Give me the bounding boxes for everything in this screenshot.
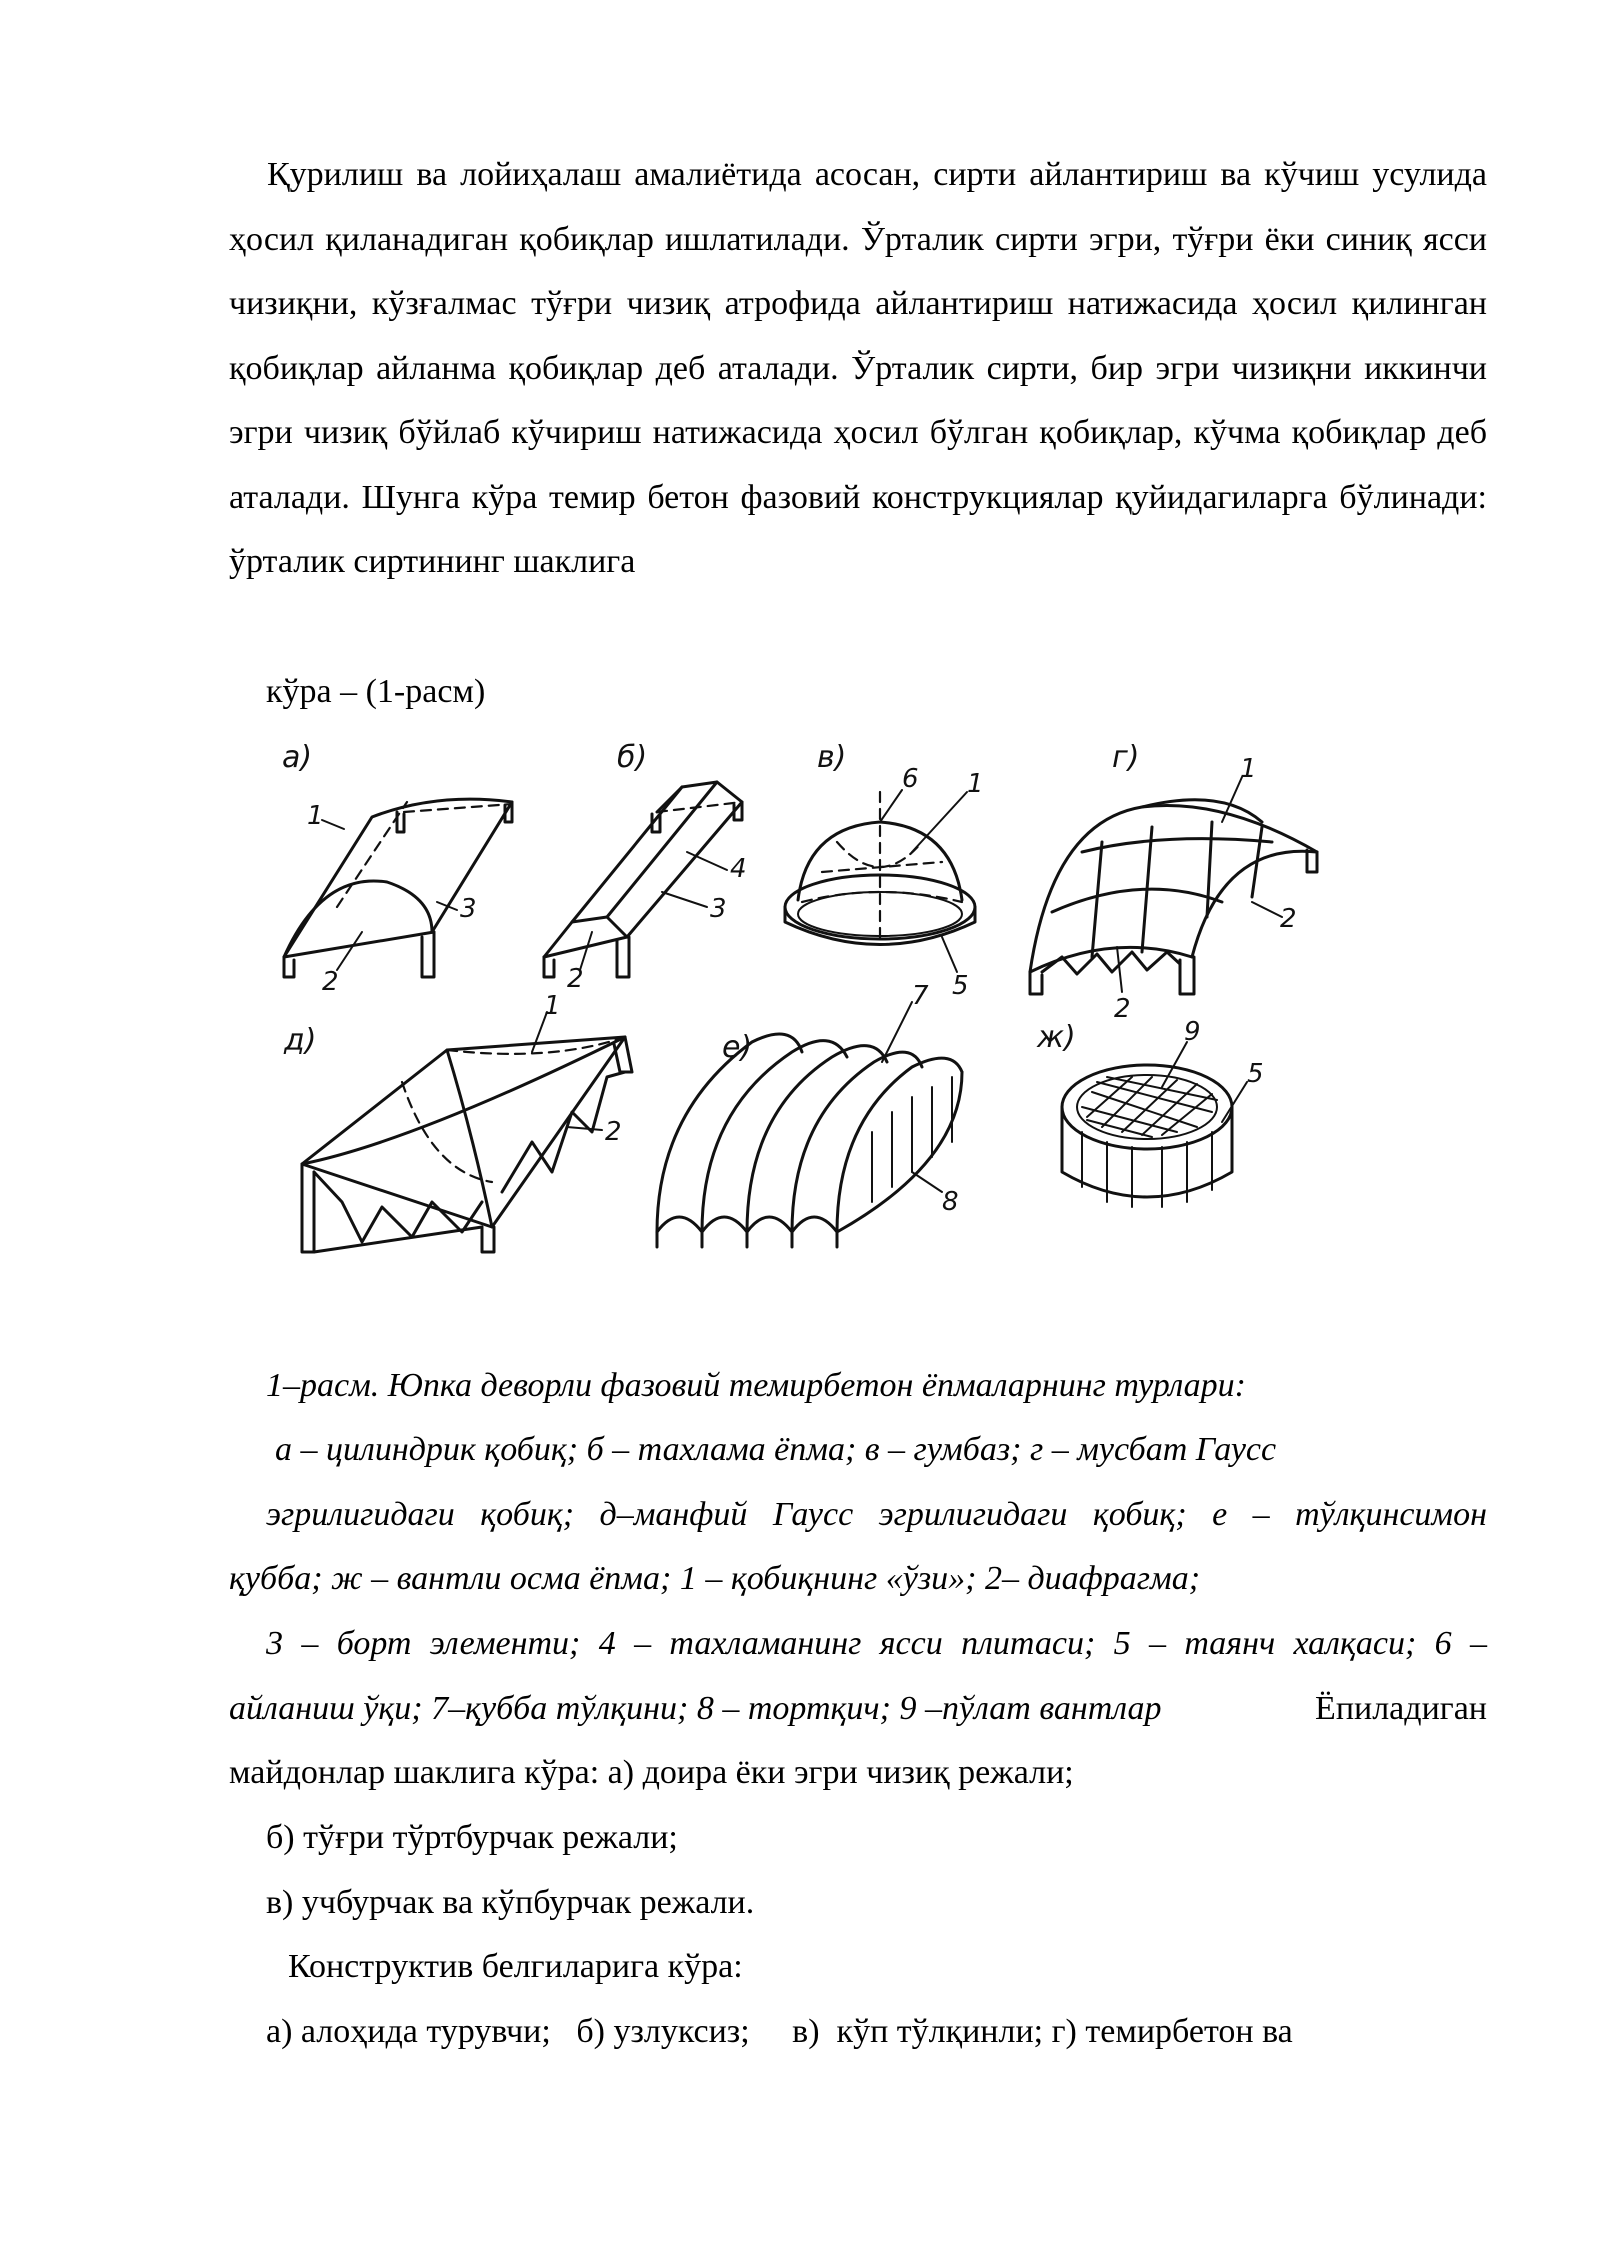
callout-2-g-bottom: 2 (1114, 994, 1131, 1024)
panel-label-d: д) (284, 1023, 317, 1058)
figure-1-shell-types (262, 732, 1362, 1292)
callout-6: 6 (902, 764, 919, 794)
callout-7: 7 (912, 981, 929, 1011)
list-last-line: а) алоҳида турувчи; б) узлуксиз; в) кўп тўлқинли; г) темирбетон ва (266, 2013, 1293, 2050)
callout-3-b: 3 (710, 894, 727, 924)
figure-caption-line-3: эгрилигидаги қобиқ; д–манфий Гаусс эгрилигидаги қобиқ; е – тўлқинсимон (266, 1496, 1487, 1533)
callout-2-b: 2 (567, 964, 584, 994)
section-heading-constructive: Конструктив белгиларига кўра: (288, 1948, 743, 1985)
callout-5-zh: 5 (1247, 1059, 1264, 1089)
callout-4: 4 (730, 854, 747, 884)
list-item-b: б) тўғри тўртбурчак режали; (266, 1819, 678, 1856)
figure-caption-line-4: қубба; ж – вантли осма ёпма; 1 – қобиқнинг «ўзи»; 2– диафрагма; (229, 1560, 1201, 1597)
panel-d-negative-gauss-shell (283, 991, 632, 1252)
figure-caption-line-5: 3 – борт элементи; 4 – тахламанинг ясси плитаси; 5 – таянч халқаси; 6 – (266, 1625, 1487, 1662)
callout-3-a: 3 (460, 894, 477, 924)
panel-label-g: г) (1112, 740, 1140, 775)
panel-v-dome (785, 740, 984, 1001)
figure-caption-line-6-tail: Ёпиладиган (1315, 1690, 1487, 1727)
panel-label-zh: ж) (1037, 1020, 1076, 1055)
list-item-v: в) учбурчак ва кўпбурчак режали. (266, 1884, 755, 1921)
callout-2-d: 2 (605, 1117, 622, 1147)
panel-g-positive-gauss-shell (1030, 740, 1317, 1024)
callout-1-v: 1 (967, 769, 984, 799)
callout-2-g-right: 2 (1280, 904, 1297, 934)
figure-caption-title: 1–расм. Юпка деворли фазовий темирбетон ёпмаларнинг турлари: (266, 1367, 1247, 1404)
panel-label-v: в) (817, 740, 847, 775)
panel-label-a: а) (282, 740, 313, 775)
panel-zh-cable-roof (1036, 1017, 1264, 1207)
panel-b-folded-plate (544, 740, 747, 994)
panel-label-b: б) (617, 740, 648, 775)
panel-label-e: е) (722, 1030, 753, 1065)
callout-8: 8 (942, 1187, 959, 1217)
callout-1-d: 1 (544, 991, 561, 1021)
figure-caption-line-6: айланиш ўқи; 7–қубба тўлқини; 8 – тортқич; 9 –пўлат вантлар (229, 1690, 1162, 1727)
figure-caption-line-7: майдонлар шаклига кўра: а) доира ёки эгри чизиқ режали; (229, 1754, 1074, 1791)
body-paragraph-2: кўра – (1-расм) (266, 673, 486, 710)
callout-1-g: 1 (1240, 754, 1257, 784)
body-paragraph-1: Қурилиш ва лойиҳалаш амалиётида асосан, сирти айлантириш ва кўчиш усулида ҳосил қиланадиган қобиқлар ишлатилади. Ўрталик сирти эгри, тўғри ёки синиқ ясси чизиқни, кўзғалмас тўғри чизиқ атрофида айлантириш натижасида ҳосил қилинган қобиқлар айланма қобиқлар деб аталади. Ўрталик сирти, бир эгри чизиқни иккинчи эгри чизиқ бўйлаб кўчириш натижасида ҳосил бўлган қобиқлар, кўчма қобиқлар деб аталади. Шунга кўра темир бетон фазовий конструкциялар қуйидагиларга бўлинади: ўрталик сиртининг шаклига (229, 156, 1487, 580)
figure-caption-line-2: а – цилиндрик қобиқ; б – тахлама ёпма; в – гумбаз; г – мусбат Гаусс (275, 1431, 1277, 1468)
callout-2-a: 2 (322, 967, 339, 997)
panel-e-wave-vault (657, 981, 962, 1247)
callout-5-v: 5 (952, 971, 969, 1001)
callout-9: 9 (1184, 1017, 1201, 1047)
callout-1-a: 1 (307, 801, 324, 831)
panel-a-cylindrical-shell (282, 740, 512, 997)
